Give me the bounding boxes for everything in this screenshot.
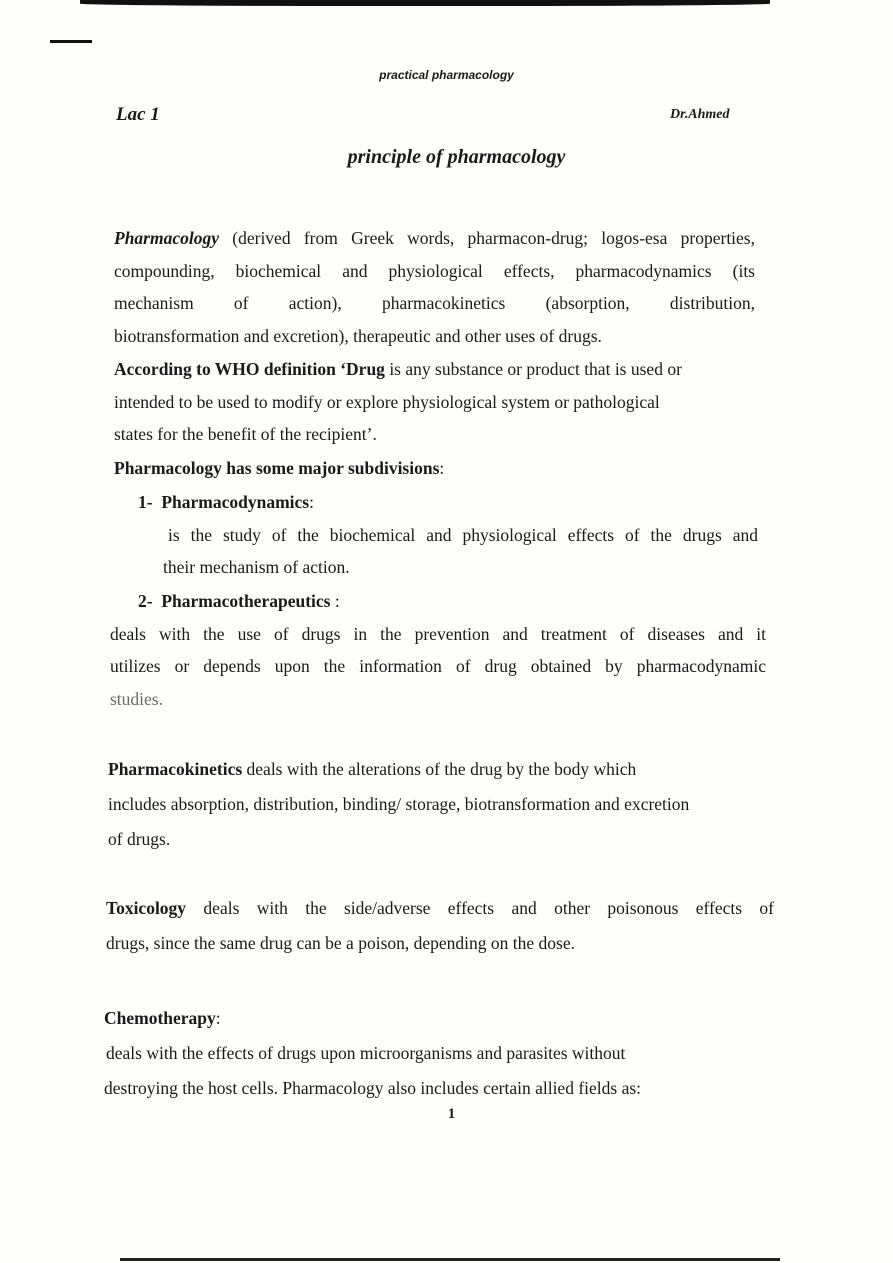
- subdivisions-colon: :: [439, 458, 445, 478]
- subdivision-1: [138, 486, 758, 584]
- margin-mark: [50, 40, 92, 43]
- intro-line-2: compounding, biochemical and physiological effects, pharmacodynamics (its: [114, 260, 755, 281]
- subdivision-2-line-2: utilizes or depends upon the information of drug obtained by pharmacodynamic: [110, 656, 766, 676]
- toxicology-line-2: drugs, since the same drug can be a poison, depending on the dose.: [106, 933, 575, 953]
- intro-line-3: mechanism of action), pharmacokinetics (absorption, distribution,: [114, 293, 755, 313]
- pharmacokinetics-line-3: of drugs.: [108, 829, 171, 849]
- pharmacokinetics-paragraph: [108, 752, 768, 857]
- subdivision-2-line-3: studies.: [110, 688, 163, 709]
- subdivisions-heading-text: Pharmacology has some major subdivisions: [114, 458, 440, 478]
- subdivision-1-line-2: their mechanism of action.: [163, 557, 350, 577]
- intro-line-1-text: (derived from Greek words, pharmacon-drug; logos-esa properties,: [232, 228, 755, 248]
- subdivision-2-line-1: deals with the use of drugs in the prevention and treatment of diseases and it: [110, 623, 766, 644]
- subdivision-2-number: 2-: [138, 591, 153, 611]
- toxicology-paragraph: [106, 891, 774, 961]
- intro-line-1: [114, 222, 755, 255]
- intro-line-4: biotransformation and excretion), therapeutic and other uses of drugs.: [114, 325, 602, 346]
- toxicology-term: Toxicology: [106, 898, 187, 918]
- pharmacokinetics-line-1: [108, 752, 768, 787]
- subdivision-1-number: 1-: [138, 492, 153, 512]
- toxicology-line-1: [106, 891, 774, 926]
- scan-edge-bottom: [120, 1258, 780, 1261]
- chemotherapy-term: Chemotherapy: [104, 1008, 216, 1028]
- chemotherapy-paragraph: [104, 1001, 764, 1106]
- pharmacokinetics-term: Pharmacokinetics: [108, 759, 243, 779]
- subdivision-2-heading: [110, 585, 766, 618]
- course-header: practical pharmacology: [379, 68, 514, 82]
- subdivision-1-line-1: is the study of the biochemical and physiological effects of the drugs and: [168, 524, 758, 545]
- who-line-2: intended to be used to modify or explore physiological system or pathological: [114, 391, 660, 412]
- author-name: Dr.Ahmed: [670, 107, 730, 122]
- subdivision-1-heading: [138, 486, 758, 519]
- chemotherapy-line-2: destroying the host cells. Pharmacology also includes certain allied fields as:: [104, 1078, 642, 1098]
- who-line-1-rest: is any substance or product that is used or: [389, 359, 682, 379]
- subdivisions-heading: [114, 452, 754, 485]
- who-lead: According to WHO definition ‘Drug: [114, 359, 385, 379]
- who-paragraph: [114, 353, 754, 451]
- toxicology-line-1-rest: deals with the side/adverse effects and other poisonous effects of: [203, 898, 774, 918]
- page-number: 1: [447, 1106, 456, 1122]
- page-title: principle of pharmacology: [347, 146, 566, 168]
- scan-edge-top: [80, 0, 770, 6]
- chemotherapy-colon: :: [215, 1008, 221, 1028]
- pharmacokinetics-line-2: includes absorption, distribution, binding/ storage, biotransformation and excretion: [108, 794, 690, 814]
- intro-term: Pharmacology: [114, 228, 219, 248]
- subdivision-1-label: Pharmacodynamics: [161, 492, 310, 512]
- subdivision-2-label: Pharmacotherapeutics: [161, 591, 331, 611]
- who-line-1: [114, 353, 754, 386]
- intro-paragraph: [114, 222, 755, 352]
- pharmacokinetics-line-1-rest: deals with the alterations of the drug by the body which: [246, 759, 637, 779]
- lecture-number: Lac 1: [116, 104, 160, 125]
- subdivision-2: [110, 585, 766, 715]
- chemotherapy-heading: [104, 1001, 764, 1036]
- subdivision-2-colon: :: [330, 591, 340, 611]
- who-line-3: states for the benefit of the recipient’.: [114, 424, 377, 444]
- subdivision-1-colon: :: [309, 492, 314, 512]
- chemotherapy-line-1: deals with the effects of drugs upon microorganisms and parasites without: [106, 1043, 626, 1063]
